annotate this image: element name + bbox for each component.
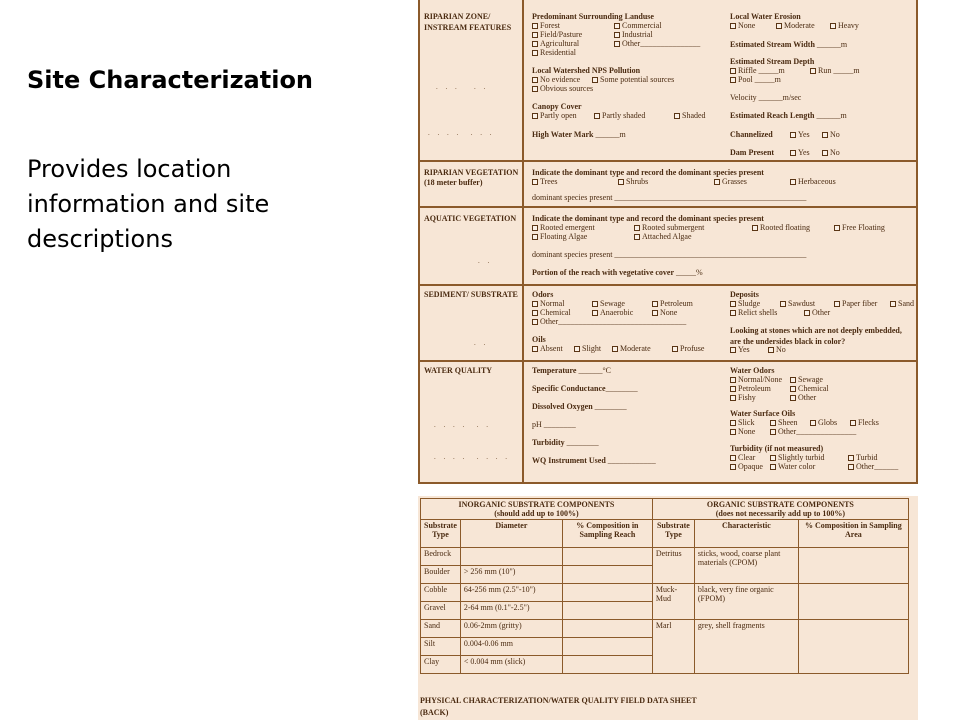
checkbox-icon[interactable] [730, 68, 736, 74]
organic-composition-input[interactable] [798, 584, 908, 620]
odors-title: Odors [532, 290, 554, 299]
velocity-field[interactable]: Velocity ______m/sec [730, 93, 802, 102]
col-substrate-type-organic: Substrate Type [652, 520, 694, 548]
table-title-row [421, 499, 909, 520]
organic-composition-input[interactable] [798, 548, 908, 584]
organic-characteristic: grey, shell fragments [694, 620, 798, 674]
col-characteristic: Characteristic [694, 520, 798, 548]
checkbox-icon[interactable] [652, 310, 658, 316]
checkbox-icon[interactable] [594, 113, 600, 119]
checkbox-icon[interactable] [652, 301, 658, 307]
odor-other[interactable]: Other________________________________ [532, 317, 686, 328]
checkbox-icon[interactable] [780, 301, 786, 307]
stream-depth-title: Estimated Stream Depth [730, 57, 815, 66]
oil-absent[interactable]: Absent [532, 344, 563, 355]
dam-no[interactable]: No [822, 148, 840, 159]
row-type: Silt [421, 638, 461, 656]
veg-shrubs[interactable]: Shrubs [618, 177, 648, 188]
landuse-title: Predominant Surrounding Landuse [532, 12, 654, 21]
col-diameter: Diameter [460, 520, 562, 548]
checkbox-icon[interactable] [532, 50, 538, 56]
deposit-sludge[interactable]: Sludge [730, 299, 760, 310]
turb-clear[interactable]: Clear [730, 453, 755, 464]
wodor-petroleum[interactable]: Petroleum [730, 384, 771, 395]
row-type: Cobble [421, 584, 461, 602]
row-diameter: 0.06-2mm (gritty) [460, 620, 562, 638]
dam-present-label: Dam Present [730, 148, 775, 157]
col-substrate-type: Substrate Type [421, 520, 461, 548]
field-data-sheet-lower [418, 496, 918, 720]
row-diameter: 2-64 mm (0.1"-2.5") [460, 602, 562, 620]
checkbox-icon[interactable] [532, 225, 538, 231]
checkbox-icon[interactable] [634, 225, 640, 231]
checkbox-icon[interactable] [730, 395, 736, 401]
nps-title: Local Watershed NPS Pollution [532, 66, 641, 75]
deposit-relict-shells[interactable]: Relict shells [730, 308, 777, 319]
aq-rooted-floating[interactable]: Rooted floating [752, 223, 810, 234]
checkbox-icon[interactable] [834, 225, 840, 231]
veg-trees[interactable]: Trees [532, 177, 557, 188]
landuse-forest[interactable]: Forest [532, 21, 560, 32]
row-type: Boulder [421, 566, 461, 584]
organic-type: Marl [652, 620, 694, 674]
canopy-shaded[interactable]: Shaded [674, 111, 706, 122]
composition-input[interactable] [562, 566, 652, 584]
deposit-paper-fiber[interactable]: Paper fiber [834, 299, 877, 310]
row-diameter: 0.004-0.06 mm [460, 638, 562, 656]
substrate-components-table [420, 498, 909, 674]
turb-water-color[interactable]: Water color [770, 462, 815, 473]
odor-sewage[interactable]: Sewage [592, 299, 625, 310]
checkbox-icon[interactable] [730, 77, 736, 83]
composition-input[interactable] [562, 620, 652, 638]
checkbox-icon[interactable] [714, 179, 720, 185]
aq-free-floating[interactable]: Free Floating [834, 223, 885, 234]
organic-type: Detritus [652, 548, 694, 584]
checkbox-icon[interactable] [768, 347, 774, 353]
organic-composition-input[interactable] [798, 620, 908, 674]
conductance-field[interactable]: Specific Conductance________ [532, 384, 638, 393]
aq-rooted-submergent[interactable]: Rooted submergent [634, 223, 704, 234]
checkbox-icon[interactable] [790, 179, 796, 185]
checkbox-icon[interactable] [614, 32, 620, 38]
composition-input[interactable] [562, 656, 652, 674]
riparian-veg-instruction: Indicate the dominant type and record the dominant species present [532, 168, 764, 177]
depth-riffle[interactable]: Riffle _____m [730, 66, 785, 77]
checkbox-icon[interactable] [532, 310, 538, 316]
checkbox-icon[interactable] [770, 455, 776, 461]
row-diameter: 64-256 mm (2.5"-10") [460, 584, 562, 602]
checkbox-icon[interactable] [790, 395, 796, 401]
checkbox-icon[interactable] [532, 113, 538, 119]
checkbox-icon[interactable] [532, 77, 538, 83]
reach-length-field[interactable]: Estimated Reach Length ______m [730, 111, 847, 120]
checkbox-icon[interactable] [532, 346, 538, 352]
undersides-question: Looking at stones which are not deeply embedded, are the undersides black in color? [730, 326, 902, 346]
erosion-moderate[interactable]: Moderate [776, 21, 815, 32]
table-row [421, 548, 909, 566]
checkbox-icon[interactable] [810, 68, 816, 74]
row-type: Gravel [421, 602, 461, 620]
aq-attached-algae[interactable]: Attached Algae [634, 232, 692, 243]
nps-obvious-sources[interactable]: Obvious sources [532, 84, 593, 95]
turb-slightly-turbid[interactable]: Slightly turbid [770, 453, 824, 464]
veg-grasses[interactable]: Grasses [714, 177, 747, 188]
erosion-heavy[interactable]: Heavy [830, 21, 859, 32]
checkbox-icon[interactable] [730, 347, 736, 353]
checkbox-icon[interactable] [614, 23, 620, 29]
odor-none[interactable]: None [652, 308, 677, 319]
checkbox-icon[interactable] [770, 464, 776, 470]
wodor-fishy[interactable]: Fishy [730, 393, 756, 404]
organic-characteristic: black, very fine organic (FPOM) [694, 584, 798, 620]
odor-anaerobic[interactable]: Anaerobic [592, 308, 633, 319]
checkbox-icon[interactable] [848, 455, 854, 461]
riparian-zone-label: RIPARIAN ZONE/ INSTREAM FEATURES [424, 12, 512, 32]
turb-other[interactable]: Other______ [848, 462, 898, 473]
surface-slick[interactable]: Slick [730, 418, 754, 429]
buffer-label: (18 meter buffer) [424, 178, 483, 187]
checkbox-icon[interactable] [834, 301, 840, 307]
undersides-yes[interactable]: Yes [730, 345, 750, 356]
checkbox-icon[interactable] [634, 234, 640, 240]
landuse-field-pasture[interactable]: Field/Pasture [532, 30, 582, 41]
slide-title: Site Characterization [27, 66, 314, 94]
checkbox-icon[interactable] [822, 150, 828, 156]
checkbox-icon[interactable] [810, 420, 816, 426]
organic-characteristic: sticks, wood, coarse plant materials (CPOM) [694, 548, 798, 584]
oil-profuse[interactable]: Profuse [672, 344, 704, 355]
temperature-field[interactable]: Temperature ______°C [532, 366, 611, 375]
organic-type: Muck-Mud [652, 584, 694, 620]
checkbox-icon[interactable] [848, 464, 854, 470]
turbidity-visual-title: Turbidity (if not measured) [730, 444, 824, 453]
checkbox-icon[interactable] [532, 319, 538, 325]
wodor-normal[interactable]: Normal/None [730, 375, 782, 386]
checkbox-icon[interactable] [730, 301, 736, 307]
wodor-sewage[interactable]: Sewage [790, 375, 823, 386]
row-diameter: > 256 mm (10") [460, 566, 562, 584]
checkbox-icon[interactable] [672, 346, 678, 352]
odor-petroleum[interactable]: Petroleum [652, 299, 693, 310]
high-water-mark-field[interactable]: High Water Mark ______m [532, 130, 626, 139]
water-quality-label: WATER QUALITY [424, 366, 493, 375]
water-odors-title: Water Odors [730, 366, 775, 375]
channelized-label: Channelized [730, 130, 773, 139]
checkbox-icon[interactable] [730, 455, 736, 461]
checkbox-icon[interactable] [730, 386, 736, 392]
oil-moderate[interactable]: Moderate [612, 344, 651, 355]
checkbox-icon[interactable] [776, 23, 782, 29]
odor-chemical[interactable]: Chemical [532, 308, 571, 319]
aq-floating-algae[interactable]: Floating Algae [532, 232, 587, 243]
channelized-no[interactable]: No [822, 130, 840, 141]
checkbox-icon[interactable] [612, 346, 618, 352]
riparian-dominant-species-field[interactable]: dominant species present ________________________________________________ [532, 193, 807, 202]
checkbox-icon[interactable] [752, 225, 758, 231]
odor-normal[interactable]: Normal [532, 299, 564, 310]
wodor-other[interactable]: Other [790, 393, 816, 404]
checkbox-icon[interactable] [532, 23, 538, 29]
checkbox-icon[interactable] [532, 32, 538, 38]
turbidity-field[interactable]: Turbidity ________ [532, 438, 599, 447]
col-composition-area: % Composition in Sampling Area [798, 520, 908, 548]
surface-globs[interactable]: Globs [810, 418, 837, 429]
turb-turbid[interactable]: Turbid [848, 453, 878, 464]
inorganic-header: INORGANIC SUBSTRATE COMPONENTS (should add up to 100%) [421, 499, 653, 520]
checkbox-icon[interactable] [830, 23, 836, 29]
vegetative-cover-field[interactable]: Portion of the reach with vegetative cover _____% [532, 268, 703, 277]
checkbox-icon[interactable] [790, 150, 796, 156]
composition-input[interactable] [562, 638, 652, 656]
row-diameter [460, 548, 562, 566]
wodor-chemical[interactable]: Chemical [790, 384, 829, 395]
landuse-agricultural[interactable]: Agricultural [532, 39, 579, 50]
canopy-partly-shaded[interactable]: Partly shaded [594, 111, 645, 122]
row-diameter: < 0.004 mm (slick) [460, 656, 562, 674]
checkbox-icon[interactable] [850, 420, 856, 426]
deposit-sawdust[interactable]: Sawdust [780, 299, 815, 310]
aquatic-vegetation-label: AQUATIC VEGETATION [424, 214, 517, 223]
checkbox-icon[interactable] [730, 310, 736, 316]
checkbox-icon[interactable] [790, 386, 796, 392]
checkbox-icon[interactable] [804, 310, 810, 316]
nps-some-sources[interactable]: Some potential sources [592, 75, 674, 86]
erosion-title: Local Water Erosion [730, 12, 801, 21]
checkbox-icon[interactable] [614, 41, 620, 47]
checkbox-icon[interactable] [790, 132, 796, 138]
row-type: Sand [421, 620, 461, 638]
table-row [421, 584, 909, 602]
table-header-row [421, 520, 909, 548]
nps-no-evidence[interactable]: No evidence [532, 75, 580, 86]
row-type: Clay [421, 656, 461, 674]
instrument-field[interactable]: WQ Instrument Used ____________ [532, 456, 656, 465]
landuse-other[interactable]: Other_______________ [614, 39, 700, 50]
field-data-sheet-upper: RIPARIAN ZONE/ INSTREAM FEATURES . . . . . . . . . . . . Predominant Surrounding Landuse Forest Commercial Field/Pasture Industrial Agricultural Other_______________ Residential Local Watershed NPS Pollution No evidence Some potential sources Obvious sources Canopy Cover Partly open Partly shaded Shaded High Water Mark ______m Local Water Erosion None Moderate Heavy Estimated Stream Width ______m Estimated Stream Depth Riffle _____m Run _____m Pool _____m Velocity ______m/sec Estimated Reach Length ______m Channelized Yes No Dam Present Yes No RIPARIAN VEGETATION (18 meter buffer) Indicate the dominant type and record the dominant species present Trees Shrubs Grasses Herbaceous dominant species present ________________________________________________ AQUATIC VEGETATION . . Indicate the dominant type and record the dominant species present Rooted emergent Rooted submergent Rooted floating Free Floating Floating Algae Attached Algae dominant species present ________________________________________________ Portion of the reach with vegetative cover _____% SEDIMENT/ SUBSTRATE . . Odors Normal Sewage Petroleum Chemical Anaerobic None Other________________________________ Oils Absent Slight Moderate Profuse Deposits Sludge Sawdust Paper fiber Sand Relict shells Other Looking at stones which are not deeply embedded, are the undersides black in color? Yes No WATER QUALITY . . . . . . . . . . . . . . Temperature ______°C Specific Conductance________ Dissolved Oxygen ________ pH ________ Turbidity ________ WQ Instrument Used ____________ Water Odors Normal/None Sewage Petroleum Chemical Fishy Other Water Surface Oils Slick Sheen Globs Flecks None Other_______________ Turbidity (if not measured) Clear Slightly turbid Turbid Opaque Water color Other______ [418, 0, 918, 484]
oils-title: Oils [532, 335, 546, 344]
ph-field[interactable]: pH ________ [532, 420, 576, 429]
row-type: Bedrock [421, 548, 461, 566]
checkbox-icon[interactable] [574, 346, 580, 352]
depth-pool[interactable]: Pool _____m [730, 75, 781, 86]
checkbox-icon[interactable] [770, 429, 776, 435]
surface-none[interactable]: None [730, 427, 755, 438]
checkbox-icon[interactable] [532, 41, 538, 47]
undersides-no[interactable]: No [768, 345, 786, 356]
landuse-residential[interactable]: Residential [532, 48, 576, 59]
aquatic-dominant-species-field[interactable]: dominant species present ________________________________________________ [532, 250, 807, 259]
checkbox-icon[interactable] [822, 132, 828, 138]
checkbox-icon[interactable] [674, 113, 680, 119]
surface-other[interactable]: Other_______________ [770, 427, 856, 438]
checkbox-icon[interactable] [770, 420, 776, 426]
surface-oils-title: Water Surface Oils [730, 409, 796, 418]
checkbox-icon[interactable] [730, 464, 736, 470]
dissolved-oxygen-field[interactable]: Dissolved Oxygen ________ [532, 402, 627, 411]
checkbox-icon[interactable] [532, 234, 538, 240]
surface-sheen[interactable]: Sheen [770, 418, 798, 429]
checkbox-icon[interactable] [730, 377, 736, 383]
checkbox-icon[interactable] [730, 420, 736, 426]
deposit-other[interactable]: Other [804, 308, 830, 319]
organic-header: ORGANIC SUBSTRATE COMPONENTS (does not necessarily add up to 100%) [652, 499, 908, 520]
landuse-industrial[interactable]: Industrial [614, 30, 653, 41]
composition-input[interactable] [562, 584, 652, 602]
canopy-title: Canopy Cover [532, 102, 582, 111]
depth-run[interactable]: Run _____m [810, 66, 860, 77]
stream-width-field[interactable]: Estimated Stream Width ______m [730, 40, 848, 49]
deposits-title: Deposits [730, 290, 759, 299]
composition-input[interactable] [562, 548, 652, 566]
checkbox-icon[interactable] [532, 86, 538, 92]
sheet-footer-title: PHYSICAL CHARACTERIZATION/WATER QUALITY FIELD DATA SHEET [420, 696, 697, 705]
col-composition-reach: % Composition in Sampling Reach [562, 520, 652, 548]
sediment-label: SEDIMENT/ SUBSTRATE [424, 290, 518, 299]
aq-rooted-emergent[interactable]: Rooted emergent [532, 223, 595, 234]
checkbox-icon[interactable] [592, 310, 598, 316]
turb-opaque[interactable]: Opaque [730, 462, 763, 473]
checkbox-icon[interactable] [618, 179, 624, 185]
canopy-partly-open[interactable]: Partly open [532, 111, 577, 122]
checkbox-icon[interactable] [592, 77, 598, 83]
table-row [421, 620, 909, 638]
dam-yes[interactable]: Yes [790, 148, 810, 159]
channelized-yes[interactable]: Yes [790, 130, 810, 141]
checkbox-icon[interactable] [730, 23, 736, 29]
checkbox-icon[interactable] [790, 377, 796, 383]
checkbox-icon[interactable] [730, 429, 736, 435]
checkbox-icon[interactable] [532, 179, 538, 185]
sheet-footer-back: (BACK) [420, 708, 449, 717]
deposit-sand[interactable]: Sand [890, 299, 914, 310]
erosion-none[interactable]: None [730, 21, 755, 32]
aquatic-veg-instruction: Indicate the dominant type and record the dominant species present [532, 214, 764, 223]
checkbox-icon[interactable] [592, 301, 598, 307]
checkbox-icon[interactable] [532, 301, 538, 307]
checkbox-icon[interactable] [890, 301, 896, 307]
composition-input[interactable] [562, 602, 652, 620]
riparian-vegetation-label: RIPARIAN VEGETATION [424, 168, 519, 177]
veg-herbaceous[interactable]: Herbaceous [790, 177, 836, 188]
landuse-commercial[interactable]: Commercial [614, 21, 662, 32]
surface-flecks[interactable]: Flecks [850, 418, 879, 429]
slide-body-text: Provides location information and site descriptions [27, 155, 270, 253]
oil-slight[interactable]: Slight [574, 344, 601, 355]
